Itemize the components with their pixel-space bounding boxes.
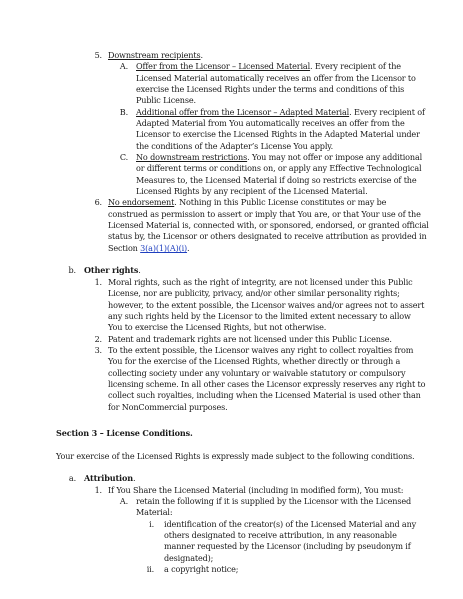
item-5b-title: Additional offer from the Licensor – Adapted Material	[136, 106, 350, 117]
text-line: Licensed Material automatically receives an offer from the Licensor to	[136, 72, 416, 83]
text-line: To the extent possible, the Licensor waives any right to collect royalties from	[108, 344, 414, 355]
text-line: . Every recipient of	[349, 106, 425, 117]
punctuation: .	[132, 473, 136, 484]
list-number: 3.	[94, 344, 102, 355]
text-line: construed as permission to assert or imply that You are, or that Your use of the	[108, 208, 421, 219]
list-number: 6.	[94, 197, 102, 208]
list-letter: b.	[68, 265, 76, 276]
item-5c-line-1	[136, 151, 422, 163]
text-line: Licensor to exercise the Licensed Rights in the Adapted Material under	[136, 129, 420, 140]
list-number: 1.	[94, 484, 102, 495]
item-5b-line-1	[136, 106, 425, 118]
text-line: Patent and trademark rights are not licensed under this Public License.	[108, 333, 392, 344]
punctuation: .	[200, 50, 203, 61]
item-6-line-1	[108, 196, 386, 208]
list-number: 2.	[94, 333, 102, 344]
text-line: collect such royalties, including when the Licensed Material is used other than	[108, 390, 421, 401]
text-line: Section	[108, 242, 141, 253]
punctuation: .	[138, 265, 141, 276]
list-number: 1.	[94, 276, 102, 287]
list-letter: a.	[68, 473, 76, 484]
text-line: You for the exercise of the Licensed Rights, whether directly or through a	[108, 356, 401, 367]
section-intro: Your exercise of the Licensed Rights is expressly made subject to the following conditions.	[56, 450, 415, 461]
text-line: Licensed Rights by any recipient of the Licensed Material.	[136, 186, 368, 197]
text-line: . You may not offer or impose any additional	[247, 152, 423, 163]
text-line: If You Share the Licensed Material (including in modified form), You must:	[108, 484, 404, 495]
text-line: collecting society under any voluntary or waivable statutory or compulsory	[108, 367, 406, 378]
item-5c-title: No downstream restrictions	[136, 152, 248, 163]
other-rights-heading	[84, 264, 141, 276]
list-letter: A.	[119, 61, 128, 72]
text-line: identification of the creator(s) of the Licensed Material and any	[164, 518, 417, 529]
list-number: 5.	[94, 50, 102, 61]
text-line: Public License.	[136, 95, 196, 106]
attribution-title: Attribution	[84, 473, 133, 484]
text-line: others designated to receive attribution, in any reasonable	[164, 529, 397, 540]
text-line: manner requested by the Licensor (including by pseudonym if	[164, 541, 411, 552]
punctuation: .	[187, 242, 190, 253]
text-line: Licensed Material is, connected with, or sponsored, endorsed, or granted official	[108, 220, 429, 231]
list-letter: B.	[119, 106, 128, 117]
section-reference-link[interactable]: 3(a)(1)(A)(i)	[140, 242, 188, 253]
text-line: License, nor are publicity, privacy, and/or other similar personality rights;	[108, 288, 400, 299]
text-line: a copyright notice;	[164, 564, 239, 574]
text-line: status by, the Licensor or others designated to receive attribution as provided in	[108, 231, 427, 242]
attribution-heading	[84, 472, 135, 484]
text-line: exercise the Licensed Rights under the terms and conditions of this	[136, 84, 405, 95]
item-5a-title: Offer from the Licensor – Licensed Material	[136, 61, 311, 72]
section-heading: Section 3 – License Conditions.	[56, 427, 193, 438]
text-line: retain the following if it is supplied by the Licensor with the Licensed	[136, 495, 412, 506]
text-line: . Nothing in this Public License constitutes or may be	[174, 197, 387, 208]
text-line: Adapted Material from You automatically receives an offer from the	[136, 118, 405, 129]
text-line: Material:	[136, 507, 173, 518]
list-roman: i.	[149, 518, 154, 529]
text-line: the conditions of the Adapter’s License You apply.	[136, 140, 334, 151]
text-line: Measures to, the Licensed Material if doing so restricts exercise of the	[136, 174, 417, 185]
item-5-heading	[108, 49, 203, 61]
text-line: or different terms or conditions on, or apply any Effective Technological	[136, 163, 422, 174]
item-6-title: No endorsement	[108, 197, 175, 208]
item-5-title: Downstream recipients	[108, 50, 201, 61]
text-line: Moral rights, such as the right of integrity, are not licensed under this Public	[108, 276, 413, 287]
item-5a-line-1	[136, 60, 401, 72]
item-6-last-line	[108, 242, 189, 254]
list-letter: A.	[119, 495, 128, 506]
list-roman: ii.	[146, 564, 154, 574]
text-line: for NonCommercial purposes.	[108, 401, 228, 412]
text-line: any such rights held by the Licensor to the limited extent necessary to allow	[108, 310, 411, 321]
text-line: licensing scheme. In all other cases the Licensor expressly reserves any right to	[108, 378, 426, 389]
text-line: however, to the extent possible, the Licensor waives and/or agrees not to assert	[108, 299, 425, 310]
text-line: You to exercise the Licensed Rights, but not otherwise.	[108, 322, 327, 333]
list-letter: C.	[119, 152, 128, 163]
text-line: . Every recipient of the	[310, 61, 401, 72]
other-rights-title: Other rights	[84, 265, 139, 276]
text-line: designated);	[164, 552, 214, 563]
